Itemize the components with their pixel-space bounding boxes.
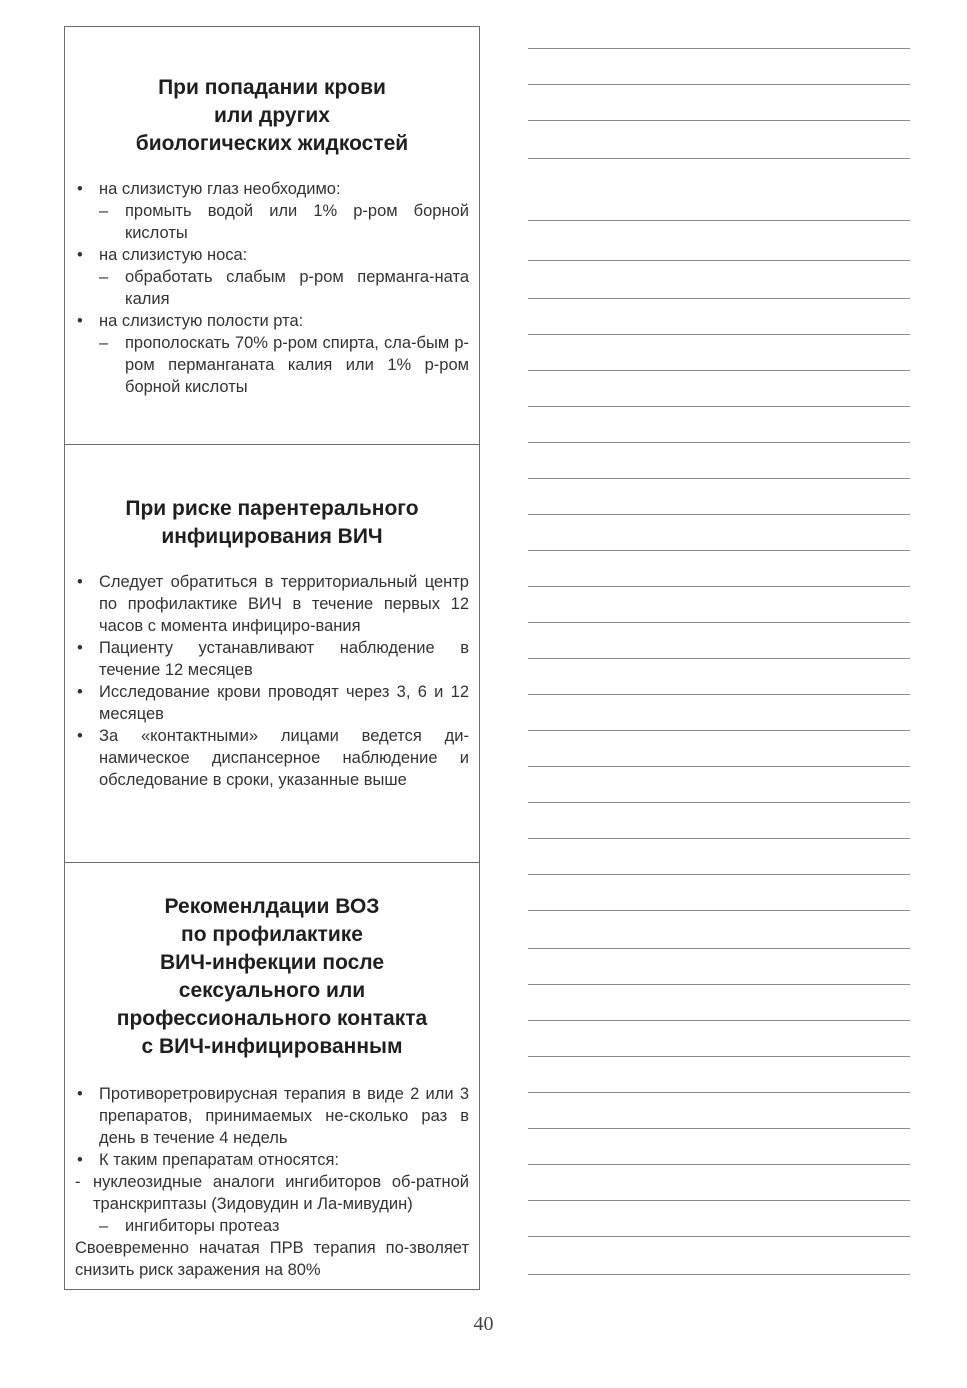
- ruled-line: [528, 478, 910, 479]
- heading-line: инфицирования ВИЧ: [161, 525, 383, 548]
- sub-list-item: – промыть водой или 1% р-ром борной кислоты: [99, 202, 469, 242]
- sub-list-item: – ингибиторы протеаз: [99, 1217, 280, 1235]
- ruled-line: [528, 84, 910, 85]
- ruled-line: [528, 874, 910, 875]
- dash-list-item: - нуклеозидные аналоги ингибиторов об-ратной транскриптазы (Зидовудин и Ла-мивудин): [75, 1173, 469, 1213]
- heading-line: При риске парентерального: [125, 497, 419, 520]
- bullet-icon: •: [77, 312, 83, 330]
- left-content-frame: [64, 26, 480, 1290]
- dash-icon: –: [99, 268, 109, 286]
- page-number: 40: [473, 1313, 494, 1335]
- ruled-line: [528, 658, 910, 659]
- bullet-icon: •: [77, 1085, 83, 1103]
- heading-line: При попадании крови: [158, 76, 386, 99]
- list-item: • Следует обратиться в территориальный центр по профилактике ВИЧ в течение первых 12 часов с момента инфициро-вания: [77, 573, 469, 635]
- bullet-list: [75, 571, 469, 791]
- dash-icon: –: [99, 1217, 109, 1235]
- list-item: • Противоретровирусная терапия в виде 2 или 3 препаратов, принимаемых не-сколько раз в день в течение 4 недель: [77, 1085, 469, 1147]
- panel-blood-contact: [65, 27, 479, 444]
- bullet-list: [75, 1083, 469, 1281]
- ruled-line: [528, 802, 910, 803]
- ruled-line: [528, 298, 910, 299]
- bullet-list: [75, 178, 469, 398]
- ruled-line: [528, 1274, 910, 1275]
- ruled-line: [528, 158, 910, 159]
- ruled-line: [528, 1128, 910, 1129]
- list-item: • К таким препаратам относятся:: [77, 1151, 339, 1169]
- ruled-line: [528, 910, 910, 911]
- heading-line: или других: [214, 104, 330, 127]
- sub-list-item: – прополоскать 70% р-ром спирта, сла-бым р-ром перманганата калия или 1% р-ром борной кислоты: [99, 334, 469, 396]
- heading-line: Рекоменлдации ВОЗ: [164, 895, 380, 918]
- dash-icon: –: [99, 202, 109, 220]
- list-item: • Исследование крови проводят через 3, 6 и 12 месяцев: [77, 683, 469, 723]
- ruled-line: [528, 948, 910, 949]
- dash-icon: -: [75, 1173, 81, 1191]
- bullet-icon: •: [77, 1151, 83, 1169]
- ruled-line: [528, 514, 910, 515]
- ruled-line: [528, 550, 910, 551]
- ruled-line: [528, 622, 910, 623]
- ruled-line: [528, 1164, 910, 1165]
- panel-who-recommendations: [65, 862, 479, 1291]
- ruled-line: [528, 730, 910, 731]
- sub-list-item: – обработать слабым р-ром перманга-ната калия: [99, 268, 469, 308]
- ruled-line: [528, 220, 910, 221]
- ruled-line: [528, 442, 910, 443]
- ruled-line: [528, 334, 910, 335]
- panel-parenteral-risk: [65, 444, 479, 862]
- panel-heading: [75, 495, 469, 551]
- heading-line: сексуального или: [178, 979, 366, 1002]
- list-item: • За «контактными» лицами ведется ди-намическое диспансерное наблюдение и обследование в сроки, указанные выше: [77, 727, 469, 789]
- ruled-line: [528, 838, 910, 839]
- ruled-line: [528, 1020, 910, 1021]
- ruled-line: [528, 406, 910, 407]
- heading-line: профессионального контакта: [116, 1007, 428, 1030]
- bullet-icon: •: [77, 180, 83, 198]
- bullet-icon: •: [77, 727, 83, 745]
- ruled-line: [528, 586, 910, 587]
- bullet-icon: •: [77, 573, 83, 591]
- list-item: • на слизистую полости рта:: [77, 312, 304, 330]
- dash-icon: –: [99, 334, 109, 352]
- ruled-line: [528, 120, 910, 121]
- ruled-line: [528, 984, 910, 985]
- ruled-line: [528, 1056, 910, 1057]
- bullet-icon: •: [77, 683, 83, 701]
- panel-heading: [75, 893, 469, 1061]
- heading-line: с ВИЧ-инфицированным: [141, 1035, 403, 1058]
- closing-paragraph: Своевременно начатая ПРВ терапия по-зволяет снизить риск заражения на 80%: [75, 1239, 469, 1279]
- heading-line: ВИЧ-инфекции после: [159, 951, 385, 974]
- bullet-icon: •: [77, 246, 83, 264]
- ruled-line: [528, 1236, 910, 1237]
- ruled-line: [528, 370, 910, 371]
- heading-line: по профилактике: [181, 923, 363, 946]
- ruled-line: [528, 48, 910, 49]
- heading-line: биологических жидкостей: [135, 132, 409, 155]
- list-item: • на слизистую носа:: [77, 246, 248, 264]
- ruled-line: [528, 766, 910, 767]
- ruled-line: [528, 1200, 910, 1201]
- bullet-icon: •: [77, 639, 83, 657]
- ruled-line: [528, 1092, 910, 1093]
- ruled-line: [528, 260, 910, 261]
- ruled-line: [528, 694, 910, 695]
- notes-ruled-area: [520, 30, 910, 1300]
- list-item: • Пациенту устанавливают наблюдение в течение 12 месяцев: [77, 639, 469, 679]
- panel-heading: [75, 74, 469, 158]
- list-item: • на слизистую глаз необходимо:: [77, 180, 341, 198]
